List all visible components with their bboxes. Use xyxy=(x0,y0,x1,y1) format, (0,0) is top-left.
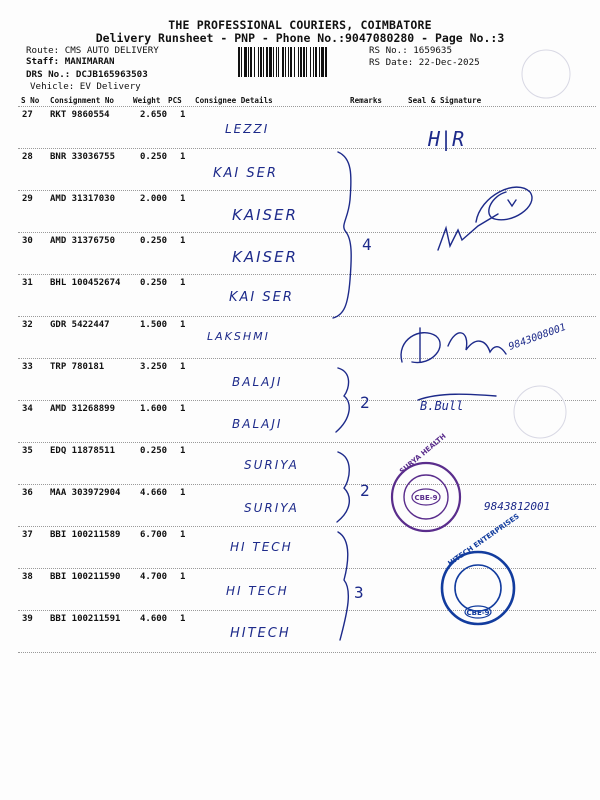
cell-sno: 30 xyxy=(22,236,33,246)
cell-pcs: 1 xyxy=(180,110,186,120)
brace-suriya xyxy=(337,452,349,522)
cell-consignment: MAA 303972904 xyxy=(50,488,121,498)
signature-lakshmi-phone: 9843008001 xyxy=(507,321,568,353)
cell-sno: 27 xyxy=(22,110,33,120)
svg-text:SURYA HEALTH: SURYA HEALTH xyxy=(398,432,448,476)
cell-sno: 29 xyxy=(22,194,33,204)
cell-sno: 36 xyxy=(22,488,33,498)
faint-stamp-top xyxy=(522,50,570,98)
cell-consignment: TRP 780181 xyxy=(50,362,105,372)
cell-pcs: 1 xyxy=(180,488,186,498)
cell-pcs: 1 xyxy=(180,194,186,204)
cell-sno: 31 xyxy=(22,278,33,288)
cell-pcs: 1 xyxy=(180,278,186,288)
rs-number: RS No.: 1659635 xyxy=(369,45,452,56)
route-label: Route: CMS AUTO DELIVERY xyxy=(26,45,159,56)
cell-sno: 28 xyxy=(22,152,33,162)
cell-consignment: BBI 100211591 xyxy=(50,614,121,624)
faint-stamp-mid xyxy=(514,386,566,438)
remark-count-hitech: 3 xyxy=(354,583,364,602)
cell-consignment: BBI 100211590 xyxy=(50,572,121,582)
cell-sno: 38 xyxy=(22,572,33,582)
brace-kaiser xyxy=(333,152,351,318)
cell-weight: 0.250 xyxy=(140,236,168,246)
drs-number: DCJB165963503 xyxy=(75,69,148,80)
signature-row27: H|R xyxy=(428,127,465,151)
remark-count-balaji: 2 xyxy=(360,393,370,412)
svg-text:CBE-9: CBE-9 xyxy=(414,494,438,502)
stamp-hitech xyxy=(442,512,521,624)
handwritten-consignee: KAI SER xyxy=(213,166,278,181)
svg-text:HITECH ENTERPRISES: HITECH ENTERPRISES xyxy=(446,512,521,568)
rs-date: RS Date: 22-Dec-2025 xyxy=(369,57,480,68)
cell-consignment: BBI 100211589 xyxy=(50,530,121,540)
cell-sno: 33 xyxy=(22,362,33,372)
handwritten-consignee: LAKSHMI xyxy=(207,330,270,343)
col-header-pcs: PCS xyxy=(168,96,182,105)
cell-consignment: AMD 31376750 xyxy=(50,236,116,246)
cell-weight: 0.250 xyxy=(140,278,168,288)
cell-sno: 34 xyxy=(22,404,33,414)
cell-pcs: 1 xyxy=(180,446,186,456)
signature-balaji: B.Bull xyxy=(420,399,464,413)
cell-weight: 4.600 xyxy=(140,614,168,624)
cell-weight: 4.700 xyxy=(140,572,168,582)
cell-weight: 4.660 xyxy=(140,488,168,498)
cell-pcs: 1 xyxy=(180,236,186,246)
cell-consignment: BHL 100452674 xyxy=(50,278,121,288)
cell-consignment: EDQ 11878511 xyxy=(50,446,116,456)
handwritten-consignee: HI TECH xyxy=(230,540,293,554)
cell-weight: 3.250 xyxy=(140,362,168,372)
cell-pcs: 1 xyxy=(180,614,186,624)
cell-pcs: 1 xyxy=(180,320,186,330)
cell-weight: 2.650 xyxy=(140,110,168,120)
handwritten-consignee: KAISER xyxy=(232,206,298,224)
cell-pcs: 1 xyxy=(180,404,186,414)
handwritten-consignee: HITECH xyxy=(230,626,291,641)
drs-label: DRS No.: xyxy=(26,69,71,80)
handwritten-consignee: HI TECH xyxy=(226,584,289,598)
cell-weight: 0.250 xyxy=(140,152,168,162)
col-header-remarks: Remarks xyxy=(350,96,383,105)
handwritten-consignee: SURIYA xyxy=(244,501,299,515)
handwritten-consignee: LEZZI xyxy=(225,122,270,136)
company-title: THE PROFESSIONAL COURIERS, COIMBATORE xyxy=(168,18,432,32)
cell-consignment: GDR 5422447 xyxy=(50,320,110,330)
runsheet-subtitle: Delivery Runsheet - PNP - Phone No.:9047080280 - Page No.:3 xyxy=(95,31,505,45)
handwritten-consignee: KAI SER xyxy=(229,290,294,305)
cell-weight: 2.000 xyxy=(140,194,168,204)
brace-hitech xyxy=(338,532,348,640)
col-header-consignment: Consignment No xyxy=(50,96,115,105)
cell-pcs: 1 xyxy=(180,530,186,540)
brace-balaji xyxy=(336,368,349,432)
cell-weight: 1.600 xyxy=(140,404,168,414)
cell-consignment: RKT 9860554 xyxy=(50,110,110,120)
handwritten-consignee: SURIYA xyxy=(244,458,299,472)
cell-weight: 0.250 xyxy=(140,446,168,456)
staff-label: Staff: xyxy=(26,56,60,67)
signature-lakshmi xyxy=(401,328,506,363)
staff-name: MANIMARAN xyxy=(64,56,115,67)
col-header-sno: S No xyxy=(21,96,40,105)
cell-sno: 37 xyxy=(22,530,33,540)
signature-suriya-phone: 9843812001 xyxy=(484,500,551,513)
cell-consignment: AMD 31268899 xyxy=(50,404,116,414)
svg-text:CBE-9: CBE-9 xyxy=(466,609,490,617)
signature-kaiser xyxy=(438,187,532,250)
cell-pcs: 1 xyxy=(180,152,186,162)
cell-pcs: 1 xyxy=(180,362,186,372)
cell-pcs: 1 xyxy=(180,572,186,582)
cell-sno: 39 xyxy=(22,614,33,624)
vehicle-label: Vehicle: EV Delivery xyxy=(30,81,141,92)
col-header-consignee: Consignee Details xyxy=(195,96,273,105)
col-header-seal: Seal & Signature xyxy=(408,96,482,105)
cell-sno: 35 xyxy=(22,446,33,456)
col-header-weight: Weight xyxy=(133,96,161,105)
handwritten-consignee: BALAJI xyxy=(232,375,283,389)
remark-count-kaiser: 4 xyxy=(362,235,372,254)
cell-weight: 1.500 xyxy=(140,320,168,330)
stamp-surya-health xyxy=(392,432,460,531)
cell-consignment: AMD 31317030 xyxy=(50,194,116,204)
handwritten-consignee: KAISER xyxy=(232,248,298,266)
cell-sno: 32 xyxy=(22,320,33,330)
handwritten-consignee: BALAJI xyxy=(232,417,283,431)
cell-weight: 6.700 xyxy=(140,530,168,540)
remark-count-suriya: 2 xyxy=(360,481,370,500)
cell-consignment: BNR 33036755 xyxy=(50,152,116,162)
